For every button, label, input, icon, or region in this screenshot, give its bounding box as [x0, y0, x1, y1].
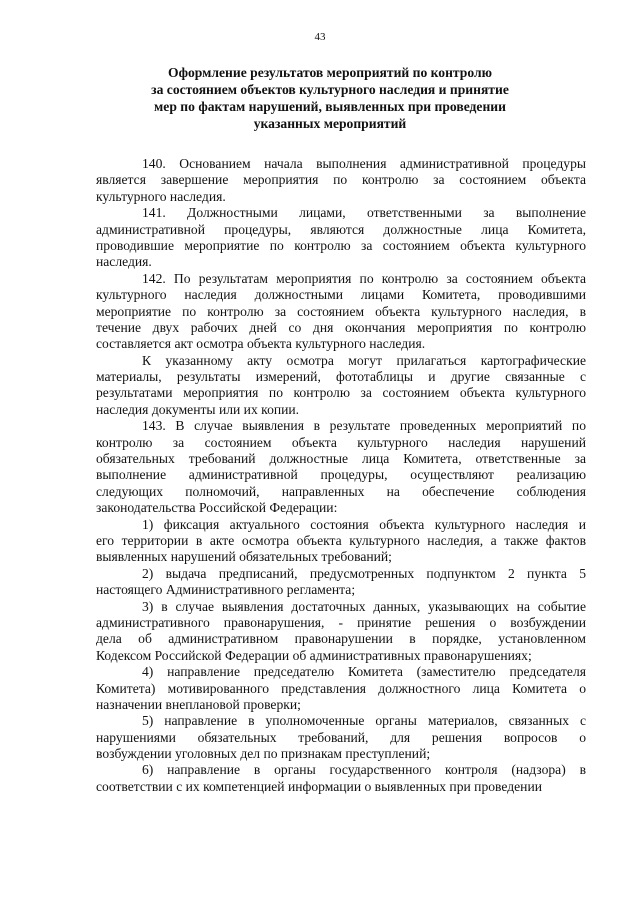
- paragraph-line: составляется акт осмотра объекта культурного наследия.: [96, 336, 426, 352]
- paragraph: [96, 418, 586, 516]
- paragraph-line: контролю за состоянием объекта культурного наследия нарушений: [96, 434, 586, 450]
- paragraph-line: 4) направление председателю Комитета (заместителю председателя: [142, 664, 586, 680]
- paragraph-line: Кодексом Российской Федерации об административных правонарушениях;: [96, 647, 532, 663]
- paragraph-line: возбуждении уголовных дел по признакам преступлений;: [96, 746, 431, 762]
- document-body: [96, 156, 586, 795]
- paragraph-line: 143. В случае выявления в результате проведенных мероприятий по: [142, 418, 586, 434]
- paragraph: [96, 566, 586, 599]
- paragraph-line: выявленных нарушений обязательных требований;: [96, 549, 392, 565]
- paragraph-line: мероприятие по контролю за состоянием объекта культурного наследия, в: [96, 303, 586, 319]
- paragraph-line: 6) направление в органы государственного контроля (надзора) в: [142, 762, 586, 778]
- paragraph-line: является завершение мероприятия по контролю за состоянием объекта: [96, 172, 586, 188]
- paragraph-line: следующих полномочий, направленных на обеспечение соблюдения: [96, 483, 586, 499]
- paragraph-line: выполнение административной процедуры, осуществляют реализацию: [96, 467, 586, 483]
- paragraph: [96, 205, 586, 271]
- paragraph-line: обязательных требований должностные лица Комитета, ответственные за: [96, 451, 586, 467]
- paragraph-line: законодательства Российской Федерации:: [96, 500, 338, 516]
- paragraph-line: 2) выдача предписаний, предусмотренных подпунктом 2 пункта 5: [142, 565, 586, 581]
- paragraph: [96, 271, 586, 353]
- paragraph-line: 140. Основанием начала выполнения административной процедуры: [142, 156, 586, 171]
- paragraph-line: культурного наследия.: [96, 188, 226, 204]
- paragraph: [96, 762, 586, 795]
- heading-line: указанных мероприятий: [253, 116, 407, 131]
- paragraph-line: 3) в случае выявления достаточных данных, указывающих на событие: [142, 598, 586, 614]
- paragraph-line: Комитета) мотивированного представления должностного лица Комитета о: [96, 680, 586, 696]
- paragraph: [96, 517, 586, 566]
- paragraph-line: 1) фиксация актуального состояния объекта культурного наследия и: [142, 516, 586, 532]
- paragraph-line: административного правонарушения, - принятие решения о возбуждении: [96, 614, 586, 630]
- paragraph-line: наследия.: [96, 254, 152, 270]
- paragraph-line: 142. По результатам мероприятия по контролю за состоянием объекта: [142, 270, 586, 286]
- paragraph-line: 5) направление в уполномоченные органы материалов, связанных с: [142, 713, 586, 729]
- heading-line: Оформление результатов мероприятий по контролю: [168, 65, 492, 80]
- paragraph: [96, 664, 586, 713]
- paragraph-line: соответствии с их компетенцией информации о выявленных при проведении: [96, 778, 543, 794]
- paragraph-line: наследия документы или их копии.: [96, 401, 300, 417]
- paragraph: [96, 353, 586, 419]
- paragraph-line: его территории в акте осмотра объекта культурного наследия, а также фактов: [96, 532, 586, 548]
- paragraph-line: проводившие мероприятие по контролю за состоянием объекта культурного: [96, 237, 586, 253]
- paragraph-line: культурного наследия должностными лицами Комитета, проводившими: [96, 287, 586, 303]
- paragraph-line: 141. Должностными лицами, ответственными за выполнение: [142, 205, 586, 221]
- paragraph-line: результатами мероприятия по контролю за состоянием объекта культурного: [96, 385, 586, 401]
- paragraph-line: настоящего Административного регламента;: [96, 582, 356, 598]
- paragraph-line: нарушениями обязательных требований, для решения вопросов о: [96, 729, 586, 745]
- paragraph-line: течение двух рабочих дней со дня окончания мероприятия по контролю: [96, 319, 586, 335]
- paragraph: [96, 713, 586, 762]
- paragraph-line: назначении внеплановой проверки;: [96, 696, 301, 712]
- section-heading: [100, 64, 560, 132]
- paragraph: [96, 156, 586, 205]
- paragraph-line: дела об административном правонарушении в порядке, установленном: [96, 631, 586, 647]
- paragraph-line: К указанному акту осмотра могут прилагаться картографические: [142, 352, 586, 368]
- page-number: 43: [314, 31, 326, 43]
- paragraph-line: административной процедуры, являются должностные лица Комитета,: [96, 221, 586, 237]
- heading-line: за состоянием объектов культурного наследия и принятие: [151, 82, 509, 97]
- heading-line: мер по фактам нарушений, выявленных при проведении: [154, 99, 506, 114]
- paragraph-line: материалы, результаты измерений, фототаблицы и другие связанные с: [96, 369, 586, 385]
- paragraph: [96, 599, 586, 665]
